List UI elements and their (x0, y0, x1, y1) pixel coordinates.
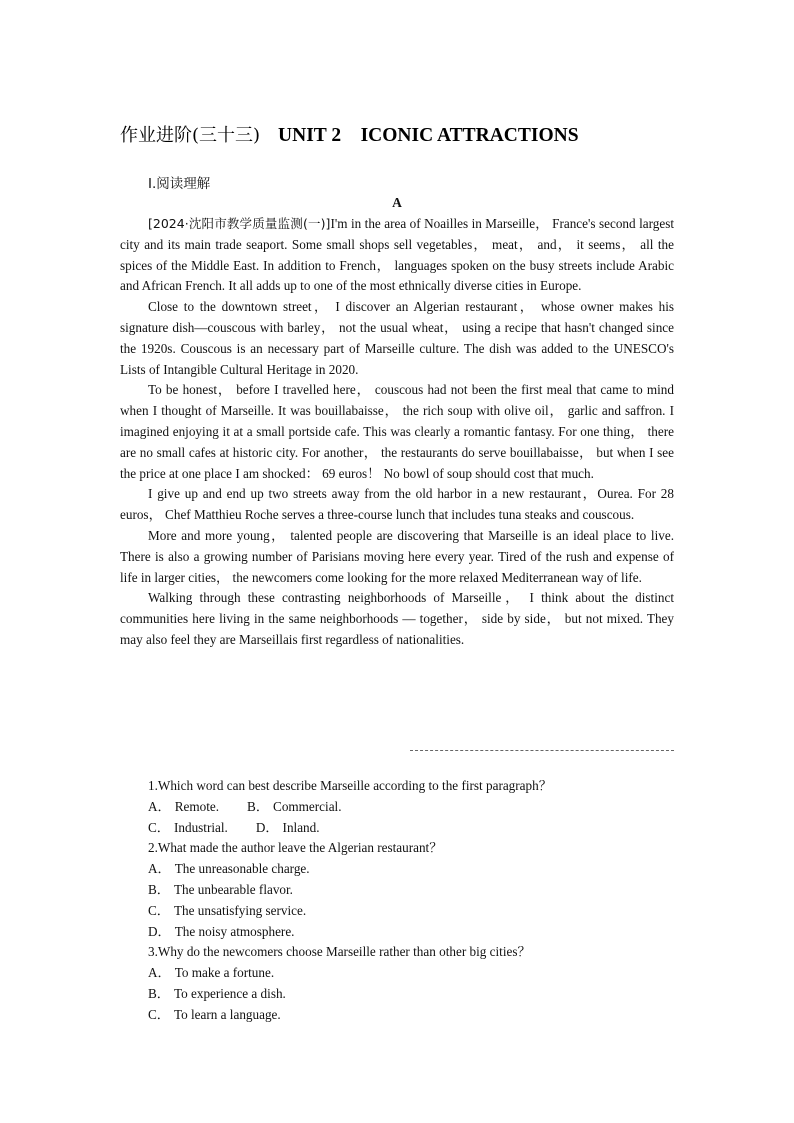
option-2d[interactable]: D． The noisy atmosphere. (148, 923, 295, 939)
passage-paragraph: Close to the downtown street， I discover an Algerian restaurant， whose owner makes his signature dish—couscous with barley， not the usual wheat， using a recipe that hasn't changed since the 1920s. Couscous is an necessary part of Marseille culture. The dish was added to the UNESCO's Lists of Intangible Cultural Heritage in 2020. (120, 299, 674, 377)
option-2c[interactable]: C． The unsatisfying service. (148, 902, 307, 918)
option-1c[interactable]: C． Industrial. (148, 819, 228, 835)
section-heading: Ⅰ.阅读理解 (148, 176, 211, 192)
question-1-options-row-2 (148, 818, 674, 839)
passage-paragraph (120, 214, 674, 297)
passage-paragraph: More and more young， talented people are discovering that Marseille is an ideal place to live. There is also a growing number of Parisians moving here every year. Tired of the rush and expense of life in larger cities， the newcomers come looking for the more relaxed Mediterranean way of life. (120, 527, 674, 585)
page-title-chinese: 作业进阶(三十三) (120, 125, 261, 146)
passage-source: [2024·沈阳市教学质量监测(一)] (148, 216, 331, 231)
option-3c[interactable]: C． To learn a language. (148, 1006, 281, 1022)
question-2-stem: 2.What made the author leave the Algerian restaurant？ (148, 840, 443, 856)
option-3b[interactable]: B． To experience a dish. (148, 985, 286, 1001)
question-1-stem: 1.Which word can best describe Marseille according to the first paragraph？ (148, 778, 552, 793)
passage-paragraph: To be honest， before I travelled here， couscous had not been the first meal that came to mind when I thought of Marseille. It was bouillabaisse， the rich soup with olive oil， garlic and saffron. I imagined enjoying it at a small portside cafe. This was clearly a romantic fantasy. For one thing， there are no small cafes at historic city. For another， the restaurants do serve bouillabaisse， but when I see the price at one place I am shocked： 69 euros！ No bowl of soup should cost that much. (120, 382, 674, 481)
paragraph-text: I'm in the area of Noailles in Marseille， France's second largest city and its main trade seaport. Some small shops sell vegetables， meat， and， it seems， all the spices of the Middle East. In addition to French， languages spoken on the busy streets include Arabic and African French. It all adds up to one of the most ethnically diverse cities in Europe. (120, 216, 674, 294)
option-1d[interactable]: D． Inland. (255, 819, 320, 835)
reading-passage (120, 214, 674, 651)
page-title (120, 123, 680, 149)
dashed-divider (410, 750, 674, 751)
question-list (148, 776, 674, 1026)
page-title-unit: UNIT 2 ICONIC ATTRACTIONS (278, 125, 579, 146)
question-1-options-row-1 (148, 797, 674, 818)
option-1b[interactable]: B． Commercial. (247, 798, 342, 814)
passage-label: A (392, 195, 402, 210)
passage-paragraph: Walking through these contrasting neighborhoods of Marseille， I think about the distinct communities here living in the same neighborhoods — together， side by side， but not mixed. They may also feel they are Marseillais first regardless of nationalities. (120, 590, 674, 647)
option-2a[interactable]: A． The unreasonable charge. (148, 861, 310, 877)
option-2b[interactable]: B． The unbearable flavor. (148, 881, 293, 897)
passage-paragraph: I give up and end up two streets away from the old harbor in a new restaurant，Ourea. For 28 euros， Chef Matthieu Roche serves a three-course lunch that includes tuna steaks and couscous. (120, 486, 674, 523)
option-1a[interactable]: A． Remote. (148, 798, 220, 814)
option-3a[interactable]: A． To make a fortune. (148, 965, 275, 981)
question-3-stem: 3.Why do the newcomers choose Marseille rather than other big cities？ (148, 944, 531, 960)
